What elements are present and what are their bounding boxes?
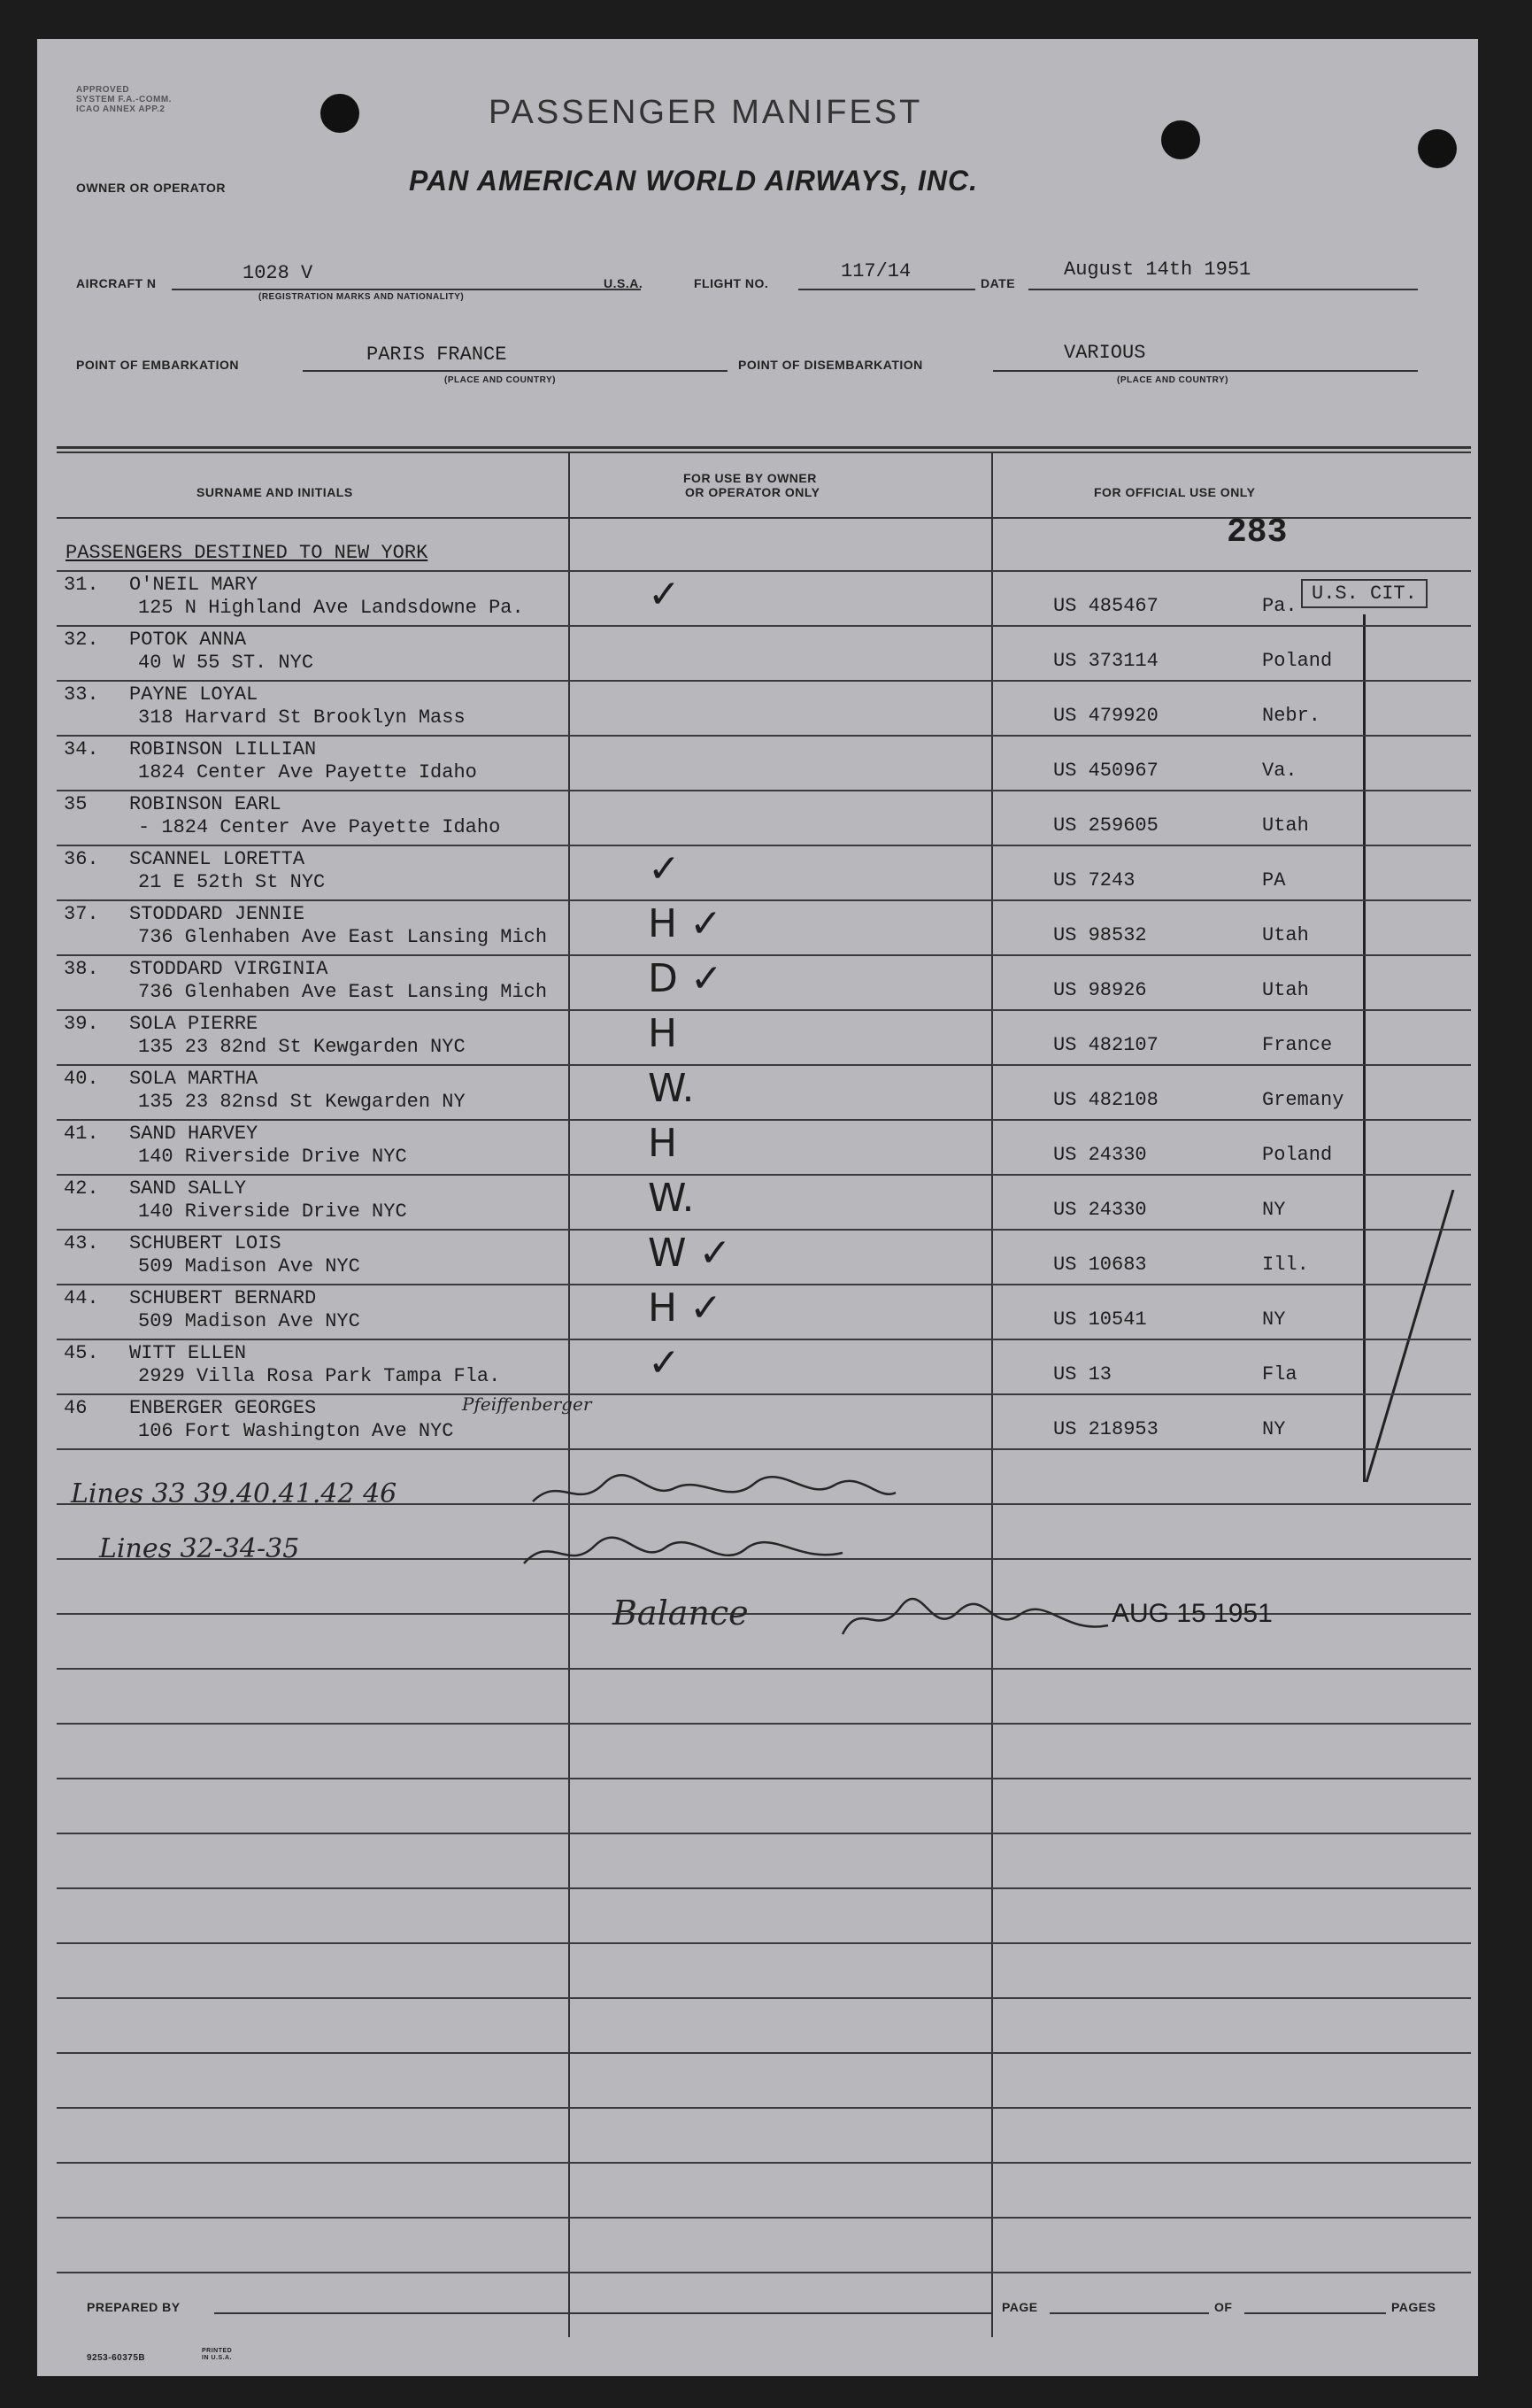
passenger-place: NY: [1262, 1418, 1286, 1440]
embarkation-label: POINT OF EMBARKATION: [76, 358, 239, 372]
passport-number: US 13: [1053, 1363, 1112, 1385]
pages-label: PAGES: [1391, 2300, 1436, 2314]
passenger-address: 140 Riverside Drive NYC: [138, 1200, 407, 1223]
passenger-name: ENBERGER GEORGES: [129, 1397, 317, 1419]
col-header-official: FOR OFFICIAL USE ONLY: [1094, 485, 1256, 499]
manifest-sheet: [37, 39, 1478, 2376]
passport-number: US 485467: [1053, 595, 1159, 617]
passport-number: US 10683: [1053, 1254, 1147, 1276]
passenger-place: Pa.: [1262, 595, 1297, 617]
usa-label: U.S.A.: [604, 276, 643, 290]
ruled-line: [57, 1284, 1471, 1285]
passport-number: US 218953: [1053, 1418, 1159, 1440]
ruled-line: [57, 954, 1471, 956]
approval-line: SYSTEM F.A.-COMM.: [76, 95, 172, 104]
passenger-place: Nebr.: [1262, 705, 1321, 727]
passenger-address: 135 23 82nsd St Kewgarden NY: [138, 1091, 466, 1113]
passenger-place: Poland: [1262, 1144, 1333, 1166]
passenger-place: Poland: [1262, 650, 1333, 672]
passenger-number: 44.: [64, 1287, 99, 1309]
passport-number: US 479920: [1053, 705, 1159, 727]
handwritten-note: Lines 32-34-35: [99, 1533, 300, 1564]
registration-note: (REGISTRATION MARKS AND NATIONALITY): [258, 292, 465, 302]
passenger-address: 125 N Highland Ave Landsdowne Pa.: [138, 597, 524, 619]
passenger-name: O'NEIL MARY: [129, 574, 258, 596]
passenger-number: 31.: [64, 574, 99, 596]
owner-mark: W ✓: [648, 1231, 732, 1276]
signature: [834, 1590, 1117, 1652]
passenger-place: NY: [1262, 1308, 1286, 1331]
page-title: PASSENGER MANIFEST: [489, 94, 923, 131]
passenger-address: 140 Riverside Drive NYC: [138, 1146, 407, 1168]
col-header-owner-2: OR OPERATOR ONLY: [685, 485, 820, 499]
passport-number: US 482107: [1053, 1034, 1159, 1056]
passenger-name: ROBINSON LILLIAN: [129, 738, 317, 760]
passenger-address: 135 23 82nd St Kewgarden NYC: [138, 1036, 466, 1058]
aircraft-label: AIRCRAFT N: [76, 276, 157, 290]
owner-mark: H: [648, 1011, 678, 1056]
owner-mark: H ✓: [648, 901, 722, 946]
col-header-surname: SURNAME AND INITIALS: [196, 485, 353, 499]
embarkation-place-note: (PLACE AND COUNTRY): [444, 375, 556, 385]
ruled-line: [57, 1229, 1471, 1231]
page-label: PAGE: [1002, 2300, 1038, 2314]
passenger-place: Gremany: [1262, 1089, 1344, 1111]
ruled-line: [57, 2052, 1471, 2054]
ruled-line: [57, 1174, 1471, 1176]
ruled-line: [57, 2217, 1471, 2219]
ruled-line: [57, 680, 1471, 682]
flight-label: FLIGHT NO.: [694, 276, 769, 290]
owner-mark: D ✓: [648, 956, 723, 1001]
of-label: OF: [1214, 2300, 1233, 2314]
passport-number: US 482108: [1053, 1089, 1159, 1111]
ruled-line: [57, 2272, 1471, 2273]
passenger-name: ROBINSON EARL: [129, 793, 281, 815]
col-header-owner-1: FOR USE BY OWNER: [683, 471, 817, 485]
passenger-name: POTOK ANNA: [129, 629, 247, 651]
ruled-line: [57, 1339, 1471, 1340]
passenger-number: 43.: [64, 1232, 99, 1254]
passenger-place: Utah: [1262, 979, 1309, 1001]
prepared-by-label: PREPARED BY: [87, 2300, 181, 2314]
passport-number: US 259605: [1053, 814, 1159, 837]
passenger-place: PA: [1262, 869, 1286, 891]
passenger-number: 35: [64, 793, 88, 815]
passport-number: US 10541: [1053, 1308, 1147, 1331]
passenger-number: 45.: [64, 1342, 99, 1364]
owner-mark: H ✓: [648, 1285, 722, 1331]
ruled-line: [57, 2162, 1471, 2164]
passenger-name: SCHUBERT LOIS: [129, 1232, 281, 1254]
passport-number: US 450967: [1053, 760, 1159, 782]
handwritten-annotation: Pfeiffenberger: [462, 1393, 592, 1415]
approval-line: APPROVED: [76, 85, 130, 95]
ruled-line: [57, 2107, 1471, 2109]
approval-block: [76, 85, 172, 114]
passenger-name: STODDARD VIRGINIA: [129, 958, 328, 980]
passport-number: US 7243: [1053, 869, 1136, 891]
passenger-address: 736 Glenhaben Ave East Lansing Mich: [138, 926, 548, 948]
passenger-number: 39.: [64, 1013, 99, 1035]
ruled-line: [57, 1009, 1471, 1011]
signature: [515, 1466, 905, 1519]
bracket-mark: [1356, 1190, 1462, 1491]
passenger-number: 38.: [64, 958, 99, 980]
ruled-line: [57, 1833, 1471, 1834]
ruled-line: [57, 1997, 1471, 1999]
printed-note: PRINTED IN U.S.A.: [202, 2348, 233, 2361]
flight-value: 117/14: [841, 260, 912, 282]
passenger-name: WITT ELLEN: [129, 1342, 247, 1364]
date-label: DATE: [981, 276, 1016, 290]
passenger-name: SCANNEL LORETTA: [129, 848, 305, 870]
passenger-name: SOLA PIERRE: [129, 1013, 258, 1035]
ruled-line: [57, 1393, 1471, 1395]
handwritten-balance: Balance: [612, 1594, 749, 1632]
passport-number: US 24330: [1053, 1199, 1147, 1221]
passenger-address: 40 W 55 ST. NYC: [138, 652, 314, 674]
passenger-number: 40.: [64, 1068, 99, 1090]
passport-number: US 373114: [1053, 650, 1159, 672]
passenger-number: 32.: [64, 629, 99, 651]
passenger-place: NY: [1262, 1199, 1286, 1221]
owner-mark: ✓: [648, 572, 681, 617]
passenger-number: 34.: [64, 738, 99, 760]
passport-number: US 98532: [1053, 924, 1147, 946]
ruled-line: [57, 1064, 1471, 1066]
ruled-line: [57, 899, 1471, 901]
passenger-number: 46: [64, 1397, 88, 1419]
embarkation-value: PARIS FRANCE: [366, 343, 507, 366]
passenger-name: SCHUBERT BERNARD: [129, 1287, 317, 1309]
passenger-name: STODDARD JENNIE: [129, 903, 305, 925]
section-heading: PASSENGERS DESTINED TO NEW YORK: [65, 542, 428, 564]
passenger-number: 36.: [64, 848, 99, 870]
airline-name: PAN AMERICAN WORLD AIRWAYS, INC.: [409, 165, 978, 197]
disembarkation-label: POINT OF DISEMBARKATION: [738, 358, 923, 372]
passenger-address: 509 Madison Ave NYC: [138, 1255, 360, 1277]
passenger-address: - 1824 Center Ave Payette Idaho: [138, 816, 501, 838]
approval-line: ICAO ANNEX APP.2: [76, 104, 166, 114]
disembarkation-place-note: (PLACE AND COUNTRY): [1117, 375, 1228, 385]
passenger-number: 37.: [64, 903, 99, 925]
passenger-name: SOLA MARTHA: [129, 1068, 258, 1090]
passenger-address: 21 E 52th St NYC: [138, 871, 326, 893]
owner-mark: W.: [648, 1176, 695, 1221]
passenger-address: 1824 Center Ave Payette Idaho: [138, 761, 477, 783]
passport-number: US 98926: [1053, 979, 1147, 1001]
passenger-address: 736 Glenhaben Ave East Lansing Mich: [138, 981, 548, 1003]
punch-hole-icon: [320, 94, 359, 133]
date-value: August 14th 1951: [1064, 259, 1251, 281]
form-number: 9253-60375B: [87, 2353, 146, 2363]
aircraft-value: 1028 V: [243, 262, 313, 284]
handwritten-note: Lines 33 39.40.41.42 46: [71, 1478, 397, 1509]
punch-hole-icon: [1161, 120, 1200, 159]
passenger-place: Va.: [1262, 760, 1297, 782]
official-count: 283: [1227, 513, 1288, 552]
passenger-place: France: [1262, 1034, 1333, 1056]
ruled-line: [57, 1668, 1471, 1670]
ruled-line: [57, 1778, 1471, 1779]
signature: [515, 1526, 851, 1579]
passenger-number: 42.: [64, 1177, 99, 1200]
passenger-place: Ill.: [1262, 1254, 1309, 1276]
ruled-line: [57, 570, 1471, 572]
ruled-line: [57, 790, 1471, 791]
ruled-line: [57, 1942, 1471, 1944]
date-stamp: AUG 15 1951: [1112, 1599, 1273, 1628]
ruled-line: [57, 845, 1471, 846]
passenger-number: 41.: [64, 1123, 99, 1145]
owner-mark: W.: [648, 1066, 695, 1111]
passenger-name: PAYNE LOYAL: [129, 683, 258, 706]
us-cit-stamp: U.S. CIT.: [1301, 579, 1428, 608]
passenger-address: 318 Harvard St Brooklyn Mass: [138, 706, 466, 729]
passenger-place: Fla: [1262, 1363, 1297, 1385]
punch-hole-icon: [1418, 129, 1457, 168]
ruled-line: [57, 1119, 1471, 1121]
ruled-line: [57, 1887, 1471, 1889]
passenger-name: SAND HARVEY: [129, 1123, 258, 1145]
owner-mark: H: [648, 1121, 678, 1166]
passport-number: US 24330: [1053, 1144, 1147, 1166]
passenger-place: Utah: [1262, 814, 1309, 837]
passenger-name: SAND SALLY: [129, 1177, 247, 1200]
owner-label: OWNER OR OPERATOR: [76, 181, 226, 195]
ruled-line: [57, 625, 1471, 627]
disembarkation-value: VARIOUS: [1064, 342, 1146, 364]
passenger-address: 2929 Villa Rosa Park Tampa Fla.: [138, 1365, 501, 1387]
owner-mark: ✓: [648, 846, 681, 891]
passenger-address: 509 Madison Ave NYC: [138, 1310, 360, 1332]
owner-mark: ✓: [648, 1340, 681, 1385]
passenger-address: 106 Fort Washington Ave NYC: [138, 1420, 454, 1442]
passenger-number: 33.: [64, 683, 99, 706]
ruled-line: [57, 1723, 1471, 1725]
passenger-place: Utah: [1262, 924, 1309, 946]
ruled-line: [57, 1448, 1471, 1450]
ruled-line: [57, 735, 1471, 737]
